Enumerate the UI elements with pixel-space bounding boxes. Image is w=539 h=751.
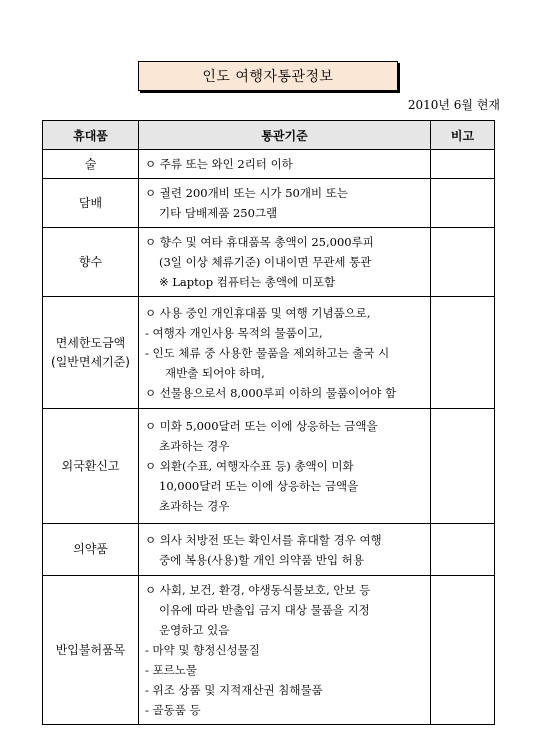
category-label: 반입불허품목 <box>55 642 126 657</box>
row-remarks <box>431 524 495 576</box>
row-category <box>43 228 139 297</box>
table-body <box>43 150 495 725</box>
row-remarks <box>431 150 495 179</box>
criteria-line: ㅇ 의사 처방전 또는 확인서를 휴대할 경우 여행 <box>145 532 382 547</box>
row-category <box>43 150 139 179</box>
criteria-line: - 포르노물 <box>145 663 197 677</box>
row-remarks <box>431 179 495 228</box>
table-row <box>43 409 495 524</box>
header-criteria: 통관기준 <box>139 121 431 150</box>
criteria-line: 이유에 따라 반출입 금지 대상 물품을 지정 <box>159 603 370 617</box>
document-title: 인도 여행자통관정보 <box>138 61 398 91</box>
criteria-line: 초과하는 경우 <box>159 499 230 513</box>
criteria-line: 초과하는 경우 <box>159 439 230 453</box>
criteria-line: - 마약 및 향정신성물질 <box>145 643 260 657</box>
row-category <box>43 297 139 409</box>
table-header-row <box>43 121 495 150</box>
table-row <box>43 228 495 297</box>
category-label: 면세한도금액 <box>55 335 126 350</box>
category-label: (일반면세기준) <box>51 354 130 369</box>
criteria-line: ※ Laptop 컴퓨터는 총액에 미포함 <box>159 275 336 289</box>
row-criteria <box>139 228 431 297</box>
row-criteria <box>139 409 431 524</box>
criteria-line: ㅇ 미화 5,000달러 또는 이에 상응하는 금액을 <box>145 419 378 433</box>
customs-table <box>42 120 495 725</box>
row-criteria <box>139 297 431 409</box>
row-category <box>43 409 139 524</box>
row-remarks <box>431 576 495 725</box>
criteria-line: - 인도 체류 중 사용한 물품을 제외하고는 출국 시 <box>145 345 390 360</box>
criteria-line: 10,000달러 또는 이에 상응하는 금액을 <box>159 479 359 493</box>
category-label: 외국환신고 <box>61 458 120 473</box>
table-row <box>43 297 495 409</box>
criteria-line: 재반출 되어야 하며, <box>165 365 265 380</box>
table-row <box>43 576 495 725</box>
as-of-date: 2010년 6월 현재 <box>407 98 500 112</box>
table-row <box>43 179 495 228</box>
criteria-line: (3일 이상 체류기준) 이내이면 무관세 통관 <box>159 255 372 269</box>
header-remarks: 비고 <box>431 121 495 150</box>
criteria-line: ㅇ 궐련 200개비 또는 시가 50개비 또는 <box>145 186 348 200</box>
category-label: 담배 <box>78 195 103 210</box>
row-criteria <box>139 179 431 228</box>
row-criteria <box>139 576 431 725</box>
criteria-line: 운영하고 있음 <box>159 623 230 637</box>
criteria-line: - 위조 상품 및 지적재산권 침해물품 <box>145 683 323 697</box>
table-row <box>43 150 495 179</box>
criteria-line: ㅇ 향수 및 여타 휴대품목 총액이 25,000루피 <box>145 235 374 249</box>
criteria-line: ㅇ 선물용으로서 8,000루피 이하의 물품이어야 함 <box>145 385 397 400</box>
row-category <box>43 524 139 576</box>
header-item: 휴대품 <box>43 121 139 150</box>
category-label: 의약품 <box>73 542 108 556</box>
category-label: 술 <box>84 156 97 171</box>
table-row <box>43 524 495 576</box>
row-criteria <box>139 524 431 576</box>
criteria-line: - 여행자 개인사용 목적의 물품이고, <box>145 325 323 340</box>
criteria-line: ㅇ 주류 또는 와인 2리터 이하 <box>145 157 293 171</box>
row-remarks <box>431 409 495 524</box>
criteria-line: - 골동품 등 <box>145 703 201 717</box>
row-category <box>43 179 139 228</box>
row-category <box>43 576 139 725</box>
criteria-line: 중에 복용(사용)할 개인 의약품 반입 허용 <box>159 552 364 567</box>
criteria-line: ㅇ 외환(수표, 여행자수표 등) 총액이 미화 <box>145 459 354 473</box>
row-criteria <box>139 150 431 179</box>
row-remarks <box>431 228 495 297</box>
row-remarks <box>431 297 495 409</box>
criteria-line: 기타 담배제품 250그램 <box>159 206 278 220</box>
criteria-line: ㅇ 사용 중인 개인휴대품 및 여행 기념품으로, <box>145 305 371 320</box>
criteria-line: ㅇ 사회, 보건, 환경, 야생동식물보호, 안보 등 <box>145 583 371 597</box>
category-label: 향수 <box>78 254 103 269</box>
